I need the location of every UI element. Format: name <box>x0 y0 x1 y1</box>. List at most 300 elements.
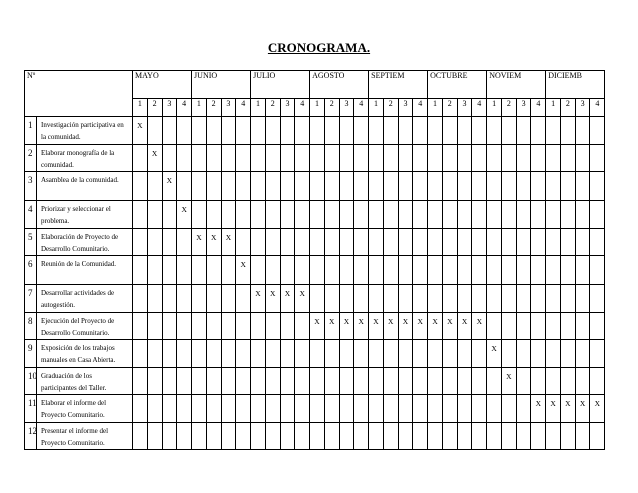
schedule-cell <box>251 172 266 201</box>
schedule-cell <box>516 172 531 201</box>
schedule-cell <box>236 340 251 368</box>
schedule-cell <box>354 285 369 313</box>
schedule-cell <box>575 340 590 368</box>
schedule-cell <box>162 201 177 229</box>
schedule-cell <box>457 285 472 313</box>
week-number: 3 <box>221 99 236 117</box>
schedule-cell <box>546 228 561 256</box>
schedule-cell <box>310 285 325 313</box>
schedule-cell <box>221 256 236 285</box>
schedule-cell <box>369 367 384 395</box>
schedule-cell <box>531 201 546 229</box>
schedule-mark: X <box>280 285 295 313</box>
schedule-cell <box>457 117 472 145</box>
schedule-cell <box>236 172 251 201</box>
schedule-cell <box>457 144 472 172</box>
number-header: Nº <box>25 71 133 117</box>
schedule-cell <box>575 422 590 450</box>
table-row <box>25 312 605 340</box>
schedule-cell <box>413 256 428 285</box>
schedule-cell <box>221 285 236 313</box>
schedule-cell <box>575 256 590 285</box>
schedule-mark: X <box>354 312 369 340</box>
schedule-cell <box>147 422 162 450</box>
schedule-cell <box>590 367 605 395</box>
schedule-mark: X <box>457 312 472 340</box>
week-number: 3 <box>280 99 295 117</box>
schedule-mark: X <box>133 117 148 145</box>
schedule-cell <box>221 201 236 229</box>
schedule-cell <box>590 256 605 285</box>
schedule-cell <box>398 285 413 313</box>
week-number: 4 <box>531 99 546 117</box>
activity-cell: Elaborar monografía de la comunidad. <box>37 144 133 172</box>
schedule-cell <box>192 117 207 145</box>
schedule-cell <box>487 422 502 450</box>
schedule-cell <box>133 201 148 229</box>
activity-cell: Investigación participativa en la comunidad. <box>37 117 133 145</box>
schedule-cell <box>295 144 310 172</box>
schedule-cell <box>590 144 605 172</box>
schedule-cell <box>236 117 251 145</box>
schedule-cell <box>590 117 605 145</box>
schedule-cell <box>398 201 413 229</box>
schedule-cell <box>221 395 236 423</box>
schedule-cell <box>265 422 280 450</box>
schedule-mark: X <box>531 395 546 423</box>
schedule-cell <box>457 367 472 395</box>
schedule-cell <box>192 285 207 313</box>
schedule-cell <box>206 395 221 423</box>
schedule-cell <box>295 312 310 340</box>
schedule-cell <box>457 228 472 256</box>
schedule-cell <box>531 285 546 313</box>
week-number: 1 <box>310 99 325 117</box>
schedule-cell <box>133 228 148 256</box>
month-header: DICIEMB <box>546 71 605 99</box>
schedule-cell <box>546 201 561 229</box>
schedule-cell <box>192 144 207 172</box>
schedule-cell <box>251 228 266 256</box>
schedule-cell <box>428 422 443 450</box>
schedule-cell <box>324 422 339 450</box>
schedule-cell <box>472 422 487 450</box>
month-header: NOVIEM <box>487 71 546 99</box>
schedule-cell <box>280 367 295 395</box>
schedule-cell <box>457 422 472 450</box>
schedule-cell <box>133 144 148 172</box>
schedule-cell <box>501 312 516 340</box>
schedule-mark: X <box>236 256 251 285</box>
schedule-mark: X <box>472 312 487 340</box>
schedule-cell <box>442 367 457 395</box>
schedule-cell <box>147 201 162 229</box>
week-number: 3 <box>575 99 590 117</box>
schedule-cell <box>221 172 236 201</box>
schedule-cell <box>354 172 369 201</box>
row-number: 4 <box>25 201 37 229</box>
table-row <box>25 228 605 256</box>
schedule-cell <box>428 256 443 285</box>
schedule-cell <box>546 312 561 340</box>
schedule-cell <box>590 285 605 313</box>
schedule-cell <box>413 285 428 313</box>
schedule-cell <box>265 312 280 340</box>
activity-cell: Priorizar y seleccionar el problema. <box>37 201 133 229</box>
schedule-cell <box>339 117 354 145</box>
schedule-cell <box>383 201 398 229</box>
schedule-cell <box>354 395 369 423</box>
schedule-cell <box>280 201 295 229</box>
schedule-cell <box>472 117 487 145</box>
schedule-cell <box>575 172 590 201</box>
schedule-cell <box>501 228 516 256</box>
schedule-cell <box>442 285 457 313</box>
schedule-cell <box>546 256 561 285</box>
schedule-cell <box>383 228 398 256</box>
schedule-cell <box>560 117 575 145</box>
schedule-cell <box>324 395 339 423</box>
schedule-cell <box>472 144 487 172</box>
table-row <box>25 285 605 313</box>
row-number: 7 <box>25 285 37 313</box>
schedule-cell <box>531 312 546 340</box>
schedule-cell <box>501 144 516 172</box>
schedule-cell <box>133 340 148 368</box>
schedule-cell <box>280 144 295 172</box>
schedule-cell <box>575 312 590 340</box>
schedule-cell <box>265 367 280 395</box>
schedule-cell <box>487 367 502 395</box>
schedule-cell <box>192 312 207 340</box>
week-number: 3 <box>457 99 472 117</box>
schedule-cell <box>516 144 531 172</box>
schedule-cell <box>516 422 531 450</box>
schedule-cell <box>413 228 428 256</box>
schedule-cell <box>221 312 236 340</box>
schedule-cell <box>236 367 251 395</box>
schedule-cell <box>295 228 310 256</box>
schedule-cell <box>590 172 605 201</box>
schedule-cell <box>295 117 310 145</box>
schedule-cell <box>162 367 177 395</box>
schedule-cell <box>133 395 148 423</box>
schedule-cell <box>383 395 398 423</box>
schedule-cell <box>162 117 177 145</box>
schedule-cell <box>369 422 384 450</box>
schedule-cell <box>413 422 428 450</box>
schedule-cell <box>560 172 575 201</box>
schedule-cell <box>354 117 369 145</box>
schedule-cell <box>369 340 384 368</box>
schedule-cell <box>310 256 325 285</box>
schedule-cell <box>221 117 236 145</box>
week-number: 1 <box>369 99 384 117</box>
month-header: MAYO <box>133 71 192 99</box>
schedule-cell <box>442 201 457 229</box>
schedule-cell <box>236 285 251 313</box>
schedule-cell <box>383 117 398 145</box>
schedule-cell <box>147 395 162 423</box>
schedule-cell <box>251 312 266 340</box>
schedule-cell <box>531 256 546 285</box>
schedule-cell <box>531 172 546 201</box>
schedule-cell <box>560 340 575 368</box>
schedule-mark: X <box>546 395 561 423</box>
schedule-cell <box>206 256 221 285</box>
schedule-cell <box>354 367 369 395</box>
schedule-cell <box>177 312 192 340</box>
schedule-cell <box>221 144 236 172</box>
schedule-cell <box>546 367 561 395</box>
schedule-cell <box>221 340 236 368</box>
schedule-cell <box>324 201 339 229</box>
schedule-cell <box>177 285 192 313</box>
schedule-cell <box>501 395 516 423</box>
row-number: 3 <box>25 172 37 201</box>
schedule-cell <box>310 228 325 256</box>
schedule-mark: X <box>221 228 236 256</box>
schedule-cell <box>369 256 384 285</box>
schedule-cell <box>280 340 295 368</box>
schedule-mark: X <box>590 395 605 423</box>
schedule-cell <box>295 201 310 229</box>
month-header: AGOSTO <box>310 71 369 99</box>
schedule-cell <box>472 201 487 229</box>
schedule-cell <box>251 422 266 450</box>
schedule-cell <box>472 172 487 201</box>
schedule-cell <box>516 367 531 395</box>
schedule-cell <box>236 395 251 423</box>
schedule-cell <box>472 228 487 256</box>
schedule-cell <box>546 340 561 368</box>
schedule-mark: X <box>206 228 221 256</box>
week-number: 3 <box>339 99 354 117</box>
schedule-cell <box>546 422 561 450</box>
schedule-cell <box>133 422 148 450</box>
schedule-cell <box>162 285 177 313</box>
schedule-cell <box>236 144 251 172</box>
activity-cell: Exposición de los trabajos manuales en Casa Abierta. <box>37 340 133 368</box>
schedule-mark: X <box>192 228 207 256</box>
schedule-cell <box>339 422 354 450</box>
schedule-cell <box>339 228 354 256</box>
activity-cell: Elaboración de Proyecto de Desarrollo Comunitario. <box>37 228 133 256</box>
schedule-cell <box>177 117 192 145</box>
schedule-cell <box>516 201 531 229</box>
activity-cell: Graduación de los participantes del Taller. <box>37 367 133 395</box>
schedule-mark: X <box>487 340 502 368</box>
schedule-cell <box>575 144 590 172</box>
schedule-cell <box>590 201 605 229</box>
schedule-cell <box>280 312 295 340</box>
schedule-cell <box>354 144 369 172</box>
schedule-cell <box>501 172 516 201</box>
schedule-cell <box>516 340 531 368</box>
schedule-cell <box>310 172 325 201</box>
schedule-cell <box>162 395 177 423</box>
schedule-cell <box>531 340 546 368</box>
schedule-cell <box>206 144 221 172</box>
schedule-cell <box>546 144 561 172</box>
schedule-cell <box>516 228 531 256</box>
activity-cell: Reunión de la Comunidad. <box>37 256 133 285</box>
row-number: 11 <box>25 395 37 423</box>
schedule-cell <box>472 256 487 285</box>
week-number: 2 <box>147 99 162 117</box>
schedule-cell <box>428 201 443 229</box>
schedule-mark: X <box>560 395 575 423</box>
schedule-cell <box>546 172 561 201</box>
schedule-cell <box>354 340 369 368</box>
schedule-cell <box>560 422 575 450</box>
schedule-cell <box>413 340 428 368</box>
schedule-cell <box>133 172 148 201</box>
schedule-cell <box>206 422 221 450</box>
schedule-cell <box>177 172 192 201</box>
row-number: 1 <box>25 117 37 145</box>
schedule-cell <box>472 395 487 423</box>
schedule-cell <box>133 285 148 313</box>
table-row <box>25 367 605 395</box>
month-header-row <box>25 71 605 99</box>
schedule-cell <box>251 395 266 423</box>
schedule-cell <box>428 117 443 145</box>
schedule-cell <box>560 144 575 172</box>
row-number: 9 <box>25 340 37 368</box>
schedule-cell <box>501 285 516 313</box>
schedule-cell <box>457 172 472 201</box>
schedule-cell <box>339 201 354 229</box>
schedule-cell <box>324 256 339 285</box>
schedule-mark: X <box>575 395 590 423</box>
schedule-cell <box>442 340 457 368</box>
schedule-cell <box>147 256 162 285</box>
row-number: 5 <box>25 228 37 256</box>
schedule-cell <box>192 367 207 395</box>
activity-cell: Asamblea de la comunidad. <box>37 172 133 201</box>
schedule-cell <box>428 367 443 395</box>
schedule-cell <box>369 285 384 313</box>
schedule-cell <box>339 367 354 395</box>
schedule-mark: X <box>428 312 443 340</box>
schedule-cell <box>413 201 428 229</box>
schedule-cell <box>560 256 575 285</box>
week-number: 4 <box>295 99 310 117</box>
activity-cell: Elaborar el informe del Proyecto Comunitario. <box>37 395 133 423</box>
schedule-cell <box>428 340 443 368</box>
schedule-cell <box>147 285 162 313</box>
schedule-cell <box>413 395 428 423</box>
schedule-cell <box>265 340 280 368</box>
week-number: 4 <box>590 99 605 117</box>
schedule-cell <box>192 201 207 229</box>
schedule-cell <box>280 228 295 256</box>
schedule-cell <box>501 201 516 229</box>
schedule-cell <box>295 367 310 395</box>
schedule-cell <box>369 144 384 172</box>
page-title: CRONOGRAMA. <box>267 40 371 55</box>
schedule-cell <box>516 117 531 145</box>
schedule-cell <box>339 256 354 285</box>
schedule-cell <box>192 256 207 285</box>
schedule-cell <box>251 340 266 368</box>
schedule-cell <box>560 312 575 340</box>
schedule-cell <box>531 422 546 450</box>
month-header: SEPTIEM <box>369 71 428 99</box>
schedule-cell <box>265 256 280 285</box>
schedule-cell <box>383 367 398 395</box>
schedule-cell <box>133 312 148 340</box>
schedule-cell <box>428 172 443 201</box>
schedule-cell <box>457 201 472 229</box>
month-header: JUNIO <box>192 71 251 99</box>
week-number: 2 <box>324 99 339 117</box>
schedule-cell <box>531 144 546 172</box>
schedule-cell <box>487 172 502 201</box>
schedule-mark: X <box>147 144 162 172</box>
table-row <box>25 395 605 423</box>
schedule-cell <box>442 422 457 450</box>
schedule-cell <box>339 285 354 313</box>
week-number: 2 <box>560 99 575 117</box>
schedule-cell <box>221 367 236 395</box>
schedule-cell <box>206 367 221 395</box>
schedule-cell <box>206 201 221 229</box>
week-number: 2 <box>265 99 280 117</box>
row-number: 2 <box>25 144 37 172</box>
schedule-cell <box>265 172 280 201</box>
schedule-cell <box>147 312 162 340</box>
schedule-cell <box>310 144 325 172</box>
schedule-cell <box>295 395 310 423</box>
schedule-cell <box>310 340 325 368</box>
table-row <box>25 201 605 229</box>
schedule-cell <box>398 117 413 145</box>
schedule-cell <box>487 228 502 256</box>
schedule-cell <box>251 144 266 172</box>
schedule-cell <box>192 172 207 201</box>
schedule-cell <box>147 172 162 201</box>
week-number: 1 <box>546 99 561 117</box>
schedule-cell <box>383 172 398 201</box>
schedule-cell <box>383 285 398 313</box>
schedule-cell <box>487 256 502 285</box>
schedule-cell <box>310 395 325 423</box>
schedule-cell <box>221 422 236 450</box>
schedule-cell <box>472 367 487 395</box>
schedule-cell <box>516 395 531 423</box>
schedule-cell <box>501 117 516 145</box>
schedule-cell <box>206 285 221 313</box>
schedule-cell <box>472 285 487 313</box>
week-number: 4 <box>413 99 428 117</box>
schedule-cell <box>339 172 354 201</box>
schedule-cell <box>206 340 221 368</box>
schedule-cell <box>310 422 325 450</box>
schedule-cell <box>369 117 384 145</box>
schedule-cell <box>501 340 516 368</box>
table-row <box>25 117 605 145</box>
schedule-cell <box>133 256 148 285</box>
schedule-cell <box>560 367 575 395</box>
schedule-cell <box>251 256 266 285</box>
schedule-cell <box>265 201 280 229</box>
schedule-cell <box>295 340 310 368</box>
schedule-cell <box>560 285 575 313</box>
schedule-cell <box>531 228 546 256</box>
schedule-cell <box>324 228 339 256</box>
